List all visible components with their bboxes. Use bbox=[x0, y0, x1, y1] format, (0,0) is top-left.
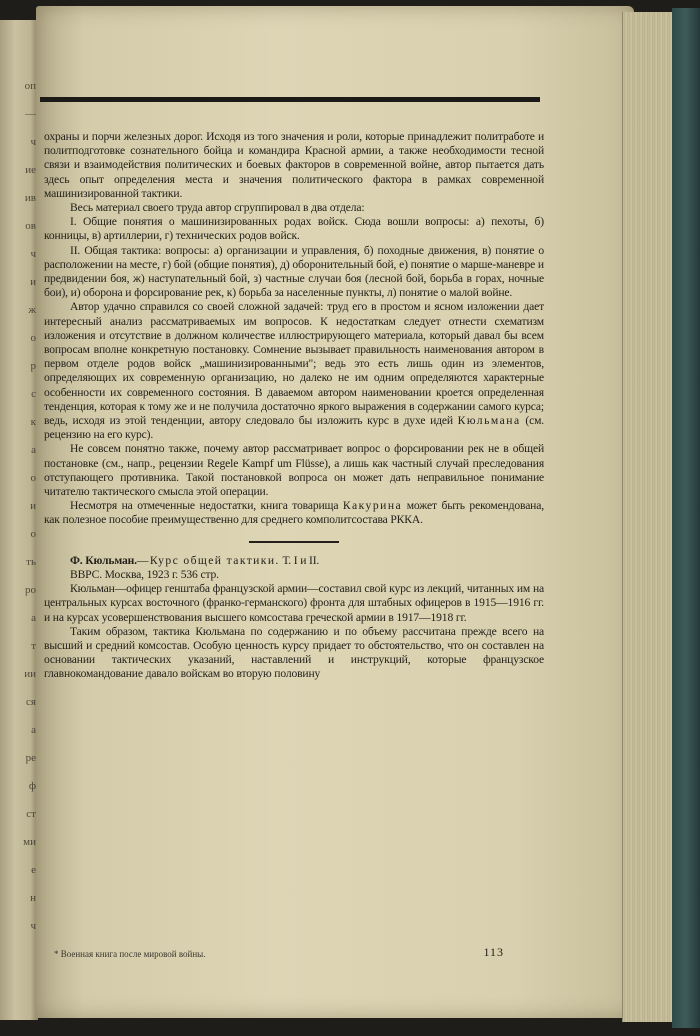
review-volumes: Т. I и II. bbox=[279, 553, 320, 567]
margin-fragment: о bbox=[30, 472, 36, 484]
page-footer bbox=[44, 945, 544, 961]
paragraph-5 bbox=[44, 300, 544, 442]
book-cover-edge bbox=[672, 8, 700, 1028]
footnote: * Военная книга после мировой войны. bbox=[54, 949, 206, 959]
paragraph-3: I. Общие понятия о машинизированных родах войск. Сюда вошли вопросы: а) пехоты, б) конницы, в) артиллерии, г) технических родов войск. bbox=[44, 215, 544, 243]
margin-fragment: ч bbox=[30, 248, 36, 260]
margin-fragment: е bbox=[31, 864, 36, 876]
author-name-kulman: Кюльмана bbox=[457, 414, 521, 428]
paragraph-1: охраны и порчи железных дорог. Исходя из того значения и роли, которые принадлежит политработе и политподготовке сознательного бойца и командира Красной армии, а также необходимости тесной связи и взаимодействия политических и боевых факторов в современной войне, автор пытается дать здесь опыт определения места и значения политического фактора в рамках современной машинизированной тактики. bbox=[44, 130, 544, 200]
previous-page-edge bbox=[0, 20, 38, 1020]
margin-fragment: к bbox=[30, 416, 36, 428]
previous-page-text-lines bbox=[2, 80, 36, 948]
margin-fragment: ж bbox=[28, 304, 36, 316]
paragraph-5-end: (см. рецензию на его курс). bbox=[44, 414, 545, 442]
margin-fragment: с bbox=[31, 388, 36, 400]
margin-fragment: т bbox=[31, 640, 36, 652]
margin-fragment: а bbox=[31, 612, 36, 624]
margin-fragment: н bbox=[30, 892, 36, 904]
paragraph-4: II. Общая тактика: вопросы: а) организации и управления, б) походные движения, в) понятие о расположении на месте, г) бой (общие понятия), д) оборонительный бой, е) понятие о марше-маневре и предвидении боя, ж) наступательный бой, з) частные случаи боя (лесной бой, борьба в горах, ночные бои), и) оборона и форсирование рек, к) борьба за населенные пункты, л) понятие о малой войне. bbox=[44, 243, 544, 300]
paragraph-2: Весь материал своего труда автор сгруппировал в два отдела: bbox=[70, 201, 365, 215]
page-stack-edge bbox=[622, 12, 675, 1022]
margin-fragment: а bbox=[31, 444, 36, 456]
margin-fragment: о bbox=[30, 332, 36, 344]
margin-fragment: ф bbox=[28, 780, 36, 792]
margin-fragment: ие bbox=[25, 164, 36, 176]
paragraph-7-end: может быть рекомендована, как полезное пособие преимущественно для среднего комполитсостава РККА. bbox=[44, 499, 544, 527]
margin-fragment: о bbox=[30, 528, 36, 540]
margin-fragment: ии bbox=[24, 668, 36, 680]
margin-fragment: ми bbox=[23, 836, 36, 848]
margin-fragment: ив bbox=[24, 192, 36, 204]
review-heading bbox=[44, 554, 544, 568]
header-rule bbox=[40, 97, 540, 102]
margin-fragment: — bbox=[25, 108, 36, 120]
paragraph-5-text: Автор удачно справился со своей сложной задачей: труд его в простом и ясном изложении дает интересный анализ рассматриваемых им вопросов. К недостаткам следует отнести схематизм изложения и отсутствие в должном количестве иллюстрирующего материала, который давал бы всем вопросам вполне конкретную постановку. Сомнение вызывает правильность наименования автором в первом отделе родов войск „машинизированными"; ведь это есть лишь один из элементов, определяющих их современную организацию, но далеко не им одним определяются характерные особенности их современного состояния. В даваемом автором наименовании кроется определенная тенденция, которая к тому же и не получила достаточно яркого выражения в содержании самого курса; ведь, исходя из этой тенденции, автору следовало бы изложить курс в духе идей bbox=[44, 300, 544, 428]
margin-fragment: ст bbox=[26, 808, 36, 820]
margin-fragment: р bbox=[30, 360, 36, 372]
margin-fragment: оп bbox=[24, 80, 36, 92]
author-name-kakurin: Какурина bbox=[342, 499, 403, 513]
page-body-text bbox=[44, 130, 544, 682]
margin-fragment: а bbox=[31, 724, 36, 736]
margin-fragment: ч bbox=[30, 136, 36, 148]
margin-fragment: и bbox=[30, 500, 36, 512]
margin-fragment: ч bbox=[30, 920, 36, 932]
margin-fragment: и bbox=[30, 276, 36, 288]
margin-fragment: ре bbox=[25, 752, 36, 764]
paragraph-9: Таким образом, тактика Кюльмана по содержанию и по объему рассчитана прежде всего на высший и средний комсостав. Особую ценность курсу придает то обстоятельство, что он составлен на основании тактических указаний, наставлений и инструкций, которые французское главнокомандование давало войскам во вторую половину bbox=[44, 624, 544, 681]
page-number: 113 bbox=[483, 945, 504, 959]
margin-fragment: ть bbox=[26, 556, 36, 568]
margin-fragment: ся bbox=[26, 696, 36, 708]
paragraph-8: Кюльман—офицер генштаба французской армии—составил свой курс из лекций, читанных им на центральных курсах восточного (франко-германского) фронта для штабных офицеров в 1915—1916 гг. и на курсах усовершенствования высшего комсостава греческой армии в 1917—1918 гг. bbox=[44, 582, 544, 624]
paragraph-7 bbox=[44, 499, 544, 527]
paragraph-6: Не совсем понятно также, почему автор рассматривает вопрос о форсировании рек не в общей постановке (см., напр., рецензии Regele Kampf um Flüsse), а лишь как частный случай преследования отступающего противника. Такой постановкой вопроса он может дать неправильное понимание читателю тактического смысла этой операции. bbox=[44, 442, 544, 499]
review-title: —Курс общей тактики. bbox=[136, 553, 280, 567]
section-separator bbox=[249, 541, 339, 543]
review-publication: ВВРС. Москва, 1923 г. 536 стр. bbox=[70, 567, 219, 581]
paragraph-7-text: Несмотря на отмеченные недостатки, книга товарища bbox=[70, 499, 343, 513]
review-author: Ф. Кюльман. bbox=[70, 553, 137, 567]
margin-fragment: ов bbox=[25, 220, 36, 232]
margin-fragment: ро bbox=[25, 584, 36, 596]
